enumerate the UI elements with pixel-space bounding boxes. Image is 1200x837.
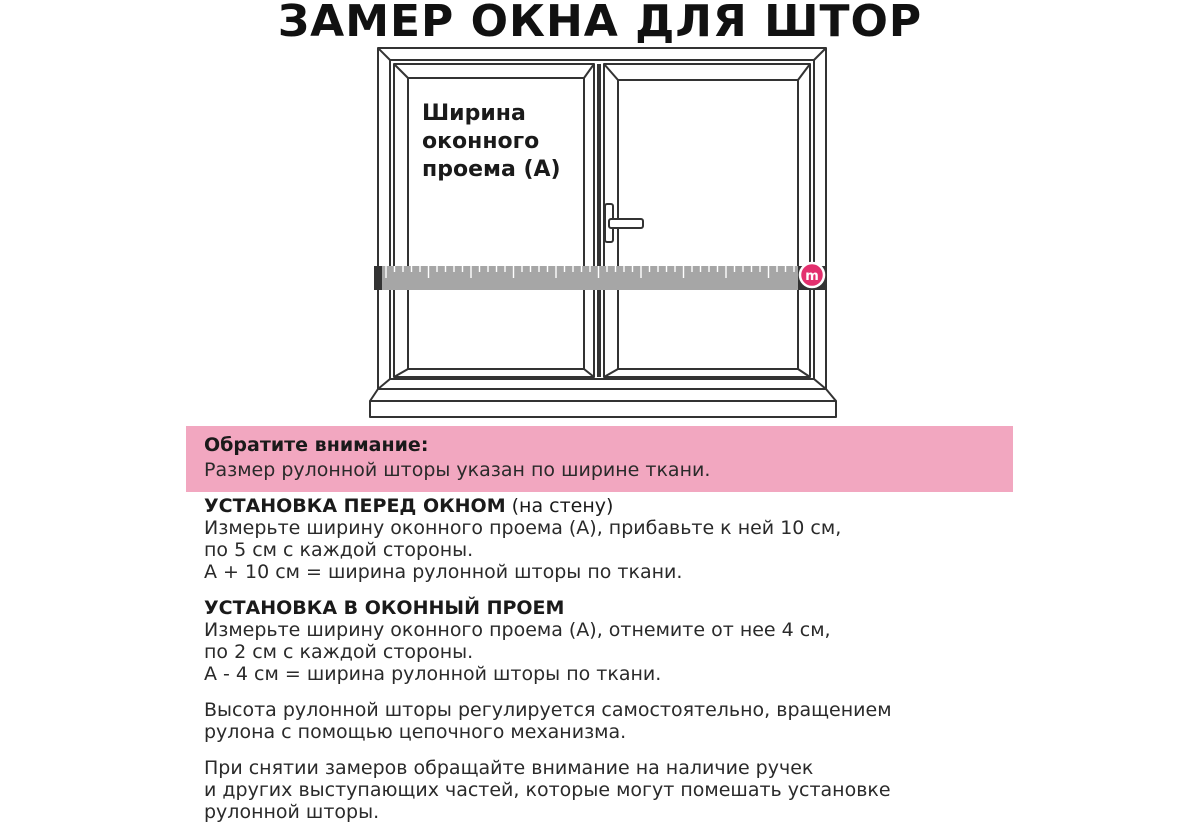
window-width-label: Ширина оконного проема (А) <box>422 101 561 182</box>
brand-logo-letter: m <box>805 269 819 284</box>
section-before-window-title-rest: (на стену) <box>505 495 614 517</box>
notice-text: Размер рулонной шторы указан по ширине ткани. <box>204 459 711 481</box>
section-before-window-title-bold: УСТАНОВКА ПЕРЕД ОКНОМ <box>204 495 506 517</box>
section-before-window-title <box>204 495 1104 517</box>
section-in-opening-title <box>204 597 1104 619</box>
section-line: по 5 см с каждой стороны. <box>204 539 474 561</box>
section-line: А - 4 см = ширина рулонной шторы по ткани. <box>204 663 662 685</box>
measuring-tape-icon <box>374 266 826 290</box>
section-line: А + 10 см = ширина рулонной шторы по ткани. <box>204 561 683 583</box>
section-line: Измерьте ширину оконного проема (А), прибавьте к ней 10 см, <box>204 517 842 539</box>
notice-title: Обратите внимание: <box>204 434 429 456</box>
notice-banner <box>186 426 1013 492</box>
window-handle-icon <box>605 204 643 242</box>
removal-note-line: При снятии замеров обращайте внимание на наличие ручек <box>204 757 814 779</box>
window-sill <box>370 401 836 417</box>
section-line: по 2 см с каждой стороны. <box>204 641 474 663</box>
brand-logo-icon <box>800 263 824 287</box>
height-note-line: рулона с помощью цепочного механизма. <box>204 721 627 743</box>
removal-note <box>204 757 1104 823</box>
instructions <box>204 495 1104 837</box>
section-line: Измерьте ширину оконного проема (А), отнемите от нее 4 см, <box>204 619 831 641</box>
page-title: ЗАМЕР ОКНА ДЛЯ ШТОР <box>277 0 923 47</box>
height-note-line: Высота рулонной шторы регулируется самостоятельно, вращением <box>204 699 892 721</box>
section-before-window <box>204 495 1104 583</box>
section-in-opening-title-bold: УСТАНОВКА В ОКОННЫЙ ПРОЕМ <box>204 597 565 619</box>
removal-note-line: рулонной шторы. <box>204 801 380 823</box>
removal-note-line: и других выступающих частей, которые могут помешать установке <box>204 779 891 801</box>
section-in-opening <box>204 597 1104 685</box>
height-note <box>204 699 1104 743</box>
